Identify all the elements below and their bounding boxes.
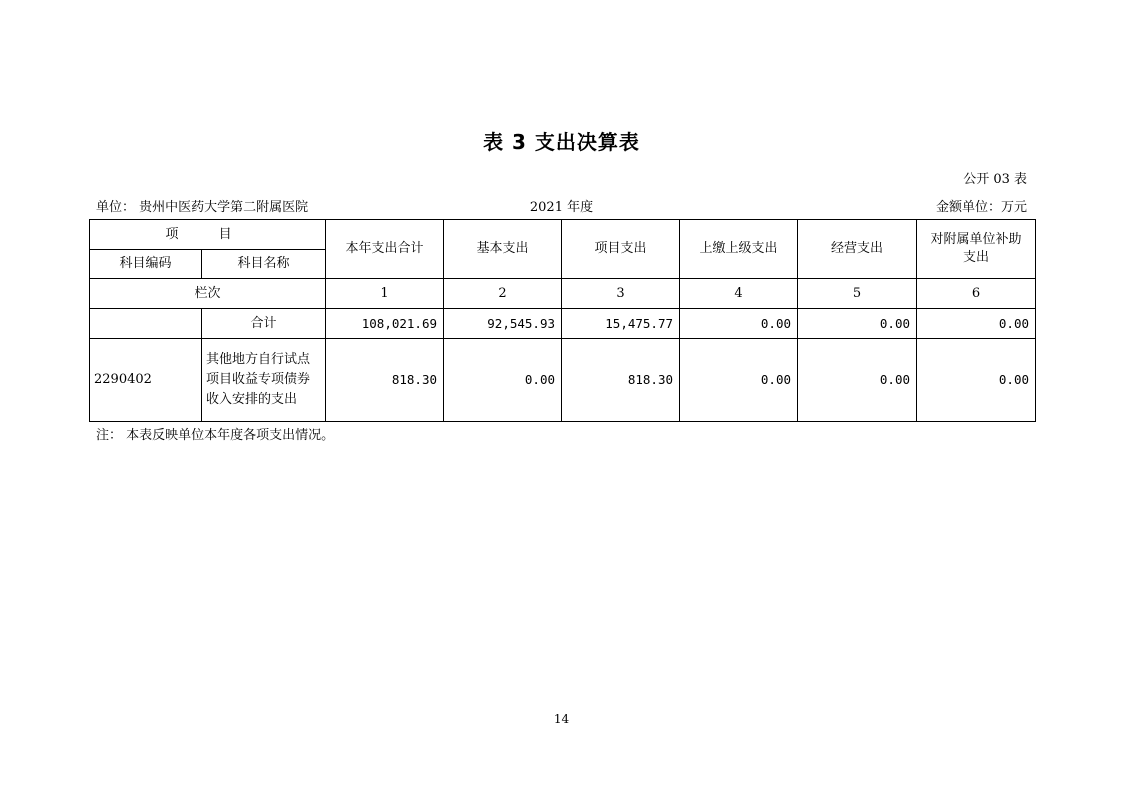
total-value: 0.00 bbox=[917, 309, 1036, 339]
total-value: 0.00 bbox=[798, 309, 917, 339]
index-row bbox=[90, 279, 1036, 309]
subject-code: 2290402 bbox=[90, 339, 202, 422]
form-number: 公开 03 表 bbox=[963, 172, 1027, 187]
reporting-unit: 单位： 贵州中医药大学第二附属医院 bbox=[96, 200, 309, 215]
header-col-5: 经营支出 bbox=[798, 220, 917, 279]
expenditure-table bbox=[89, 219, 1036, 422]
header-col-1: 本年支出合计 bbox=[326, 220, 444, 279]
fiscal-year: 2021 年度 bbox=[529, 200, 594, 215]
header-col-4: 上缴上级支出 bbox=[680, 220, 798, 279]
subject-name: 其他地方自行试点项目收益专项债券收入安排的支出 bbox=[202, 339, 326, 422]
table-note: 注： 本表反映单位本年度各项支出情况。 bbox=[96, 428, 335, 443]
index-cell: 6 bbox=[917, 279, 1036, 309]
header-col-2: 基本支出 bbox=[444, 220, 562, 279]
page-number: 14 bbox=[553, 712, 570, 726]
row-value: 0.00 bbox=[444, 339, 562, 422]
header-name: 科目名称 bbox=[202, 250, 326, 279]
header-col-3: 项目支出 bbox=[562, 220, 680, 279]
total-value: 0.00 bbox=[680, 309, 798, 339]
total-code-cell bbox=[90, 309, 202, 339]
row-value: 0.00 bbox=[917, 339, 1036, 422]
header-project: 项 目 bbox=[90, 220, 326, 250]
header-col-6: 对附属单位补助支出 bbox=[917, 220, 1036, 279]
index-label: 栏次 bbox=[90, 279, 326, 309]
total-value: 92,545.93 bbox=[444, 309, 562, 339]
index-cell: 4 bbox=[680, 279, 798, 309]
index-cell: 5 bbox=[798, 279, 917, 309]
row-value: 0.00 bbox=[680, 339, 798, 422]
total-label: 合计 bbox=[202, 309, 326, 339]
row-value: 0.00 bbox=[798, 339, 917, 422]
total-value: 15,475.77 bbox=[562, 309, 680, 339]
table-row bbox=[90, 339, 1036, 422]
total-value: 108,021.69 bbox=[326, 309, 444, 339]
index-cell: 3 bbox=[562, 279, 680, 309]
page-title: 表 3 支出决算表 bbox=[483, 130, 640, 154]
header-code: 科目编码 bbox=[90, 250, 202, 279]
row-value: 818.30 bbox=[562, 339, 680, 422]
amount-unit: 金额单位：万元 bbox=[935, 200, 1027, 215]
row-value: 818.30 bbox=[326, 339, 444, 422]
total-row bbox=[90, 309, 1036, 339]
index-cell: 1 bbox=[326, 279, 444, 309]
index-cell: 2 bbox=[444, 279, 562, 309]
